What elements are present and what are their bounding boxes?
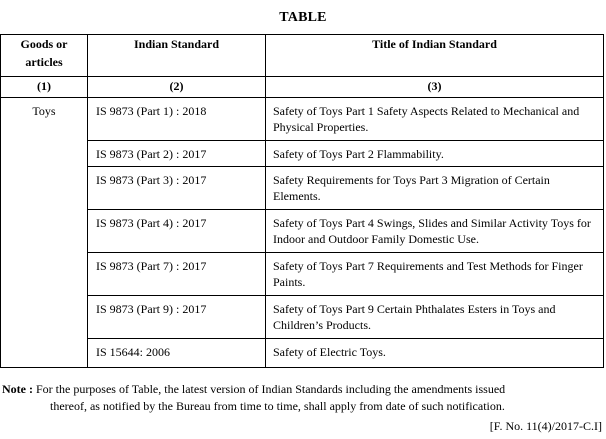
standard-cell: IS 15644: 2006 bbox=[88, 339, 266, 368]
title-cell: Safety of Electric Toys. bbox=[266, 339, 604, 368]
note-line-1: For the purposes of Table, the latest version of Indian Standards including the amendments issued bbox=[35, 382, 506, 396]
column-number-row bbox=[1, 77, 604, 98]
standards-table bbox=[0, 34, 604, 368]
note-paragraph bbox=[2, 381, 602, 415]
column-number-2: (2) bbox=[88, 77, 266, 98]
table-row bbox=[1, 253, 604, 296]
note-label: Note : bbox=[2, 382, 33, 396]
title-cell: Safety of Toys Part 4 Swings, Slides and Similar Activity Toys for Indoor and Outdoor Family Domestic Use. bbox=[266, 210, 604, 253]
table-row bbox=[1, 141, 604, 167]
table-row bbox=[1, 339, 604, 368]
standard-cell: IS 9873 (Part 9) : 2017 bbox=[88, 296, 266, 339]
standard-cell: IS 9873 (Part 1) : 2018 bbox=[88, 98, 266, 141]
table-row bbox=[1, 167, 604, 210]
title-cell: Safety Requirements for Toys Part 3 Migration of Certain Elements. bbox=[266, 167, 604, 210]
note-line-2: thereof, as notified by the Bureau from time to time, shall apply from date of such notification. bbox=[50, 399, 505, 413]
table-row bbox=[1, 210, 604, 253]
header-goods: Goods or articles bbox=[1, 35, 88, 77]
standard-cell: IS 9873 (Part 4) : 2017 bbox=[88, 210, 266, 253]
column-number-1: (1) bbox=[1, 77, 88, 98]
title-cell: Safety of Toys Part 9 Certain Phthalates Esters in Toys and Children’s Products. bbox=[266, 296, 604, 339]
goods-cell: Toys bbox=[1, 98, 88, 368]
table-row bbox=[1, 296, 604, 339]
title-cell: Safety of Toys Part 7 Requirements and Test Methods for Finger Paints. bbox=[266, 253, 604, 296]
header-title: Title of Indian Standard bbox=[266, 35, 604, 77]
title-cell: Safety of Toys Part 1 Safety Aspects Related to Mechanical and Physical Properties. bbox=[266, 98, 604, 141]
column-number-3: (3) bbox=[266, 77, 604, 98]
standard-cell: IS 9873 (Part 2) : 2017 bbox=[88, 141, 266, 167]
table-title: TABLE bbox=[279, 10, 327, 25]
standard-cell: IS 9873 (Part 7) : 2017 bbox=[88, 253, 266, 296]
table-row bbox=[1, 98, 604, 141]
file-reference: [F. No. 11(4)/2017-C.I] bbox=[489, 419, 602, 433]
standard-cell: IS 9873 (Part 3) : 2017 bbox=[88, 167, 266, 210]
title-cell: Safety of Toys Part 2 Flammability. bbox=[266, 141, 604, 167]
header-row bbox=[1, 35, 604, 77]
header-standard: Indian Standard bbox=[88, 35, 266, 77]
